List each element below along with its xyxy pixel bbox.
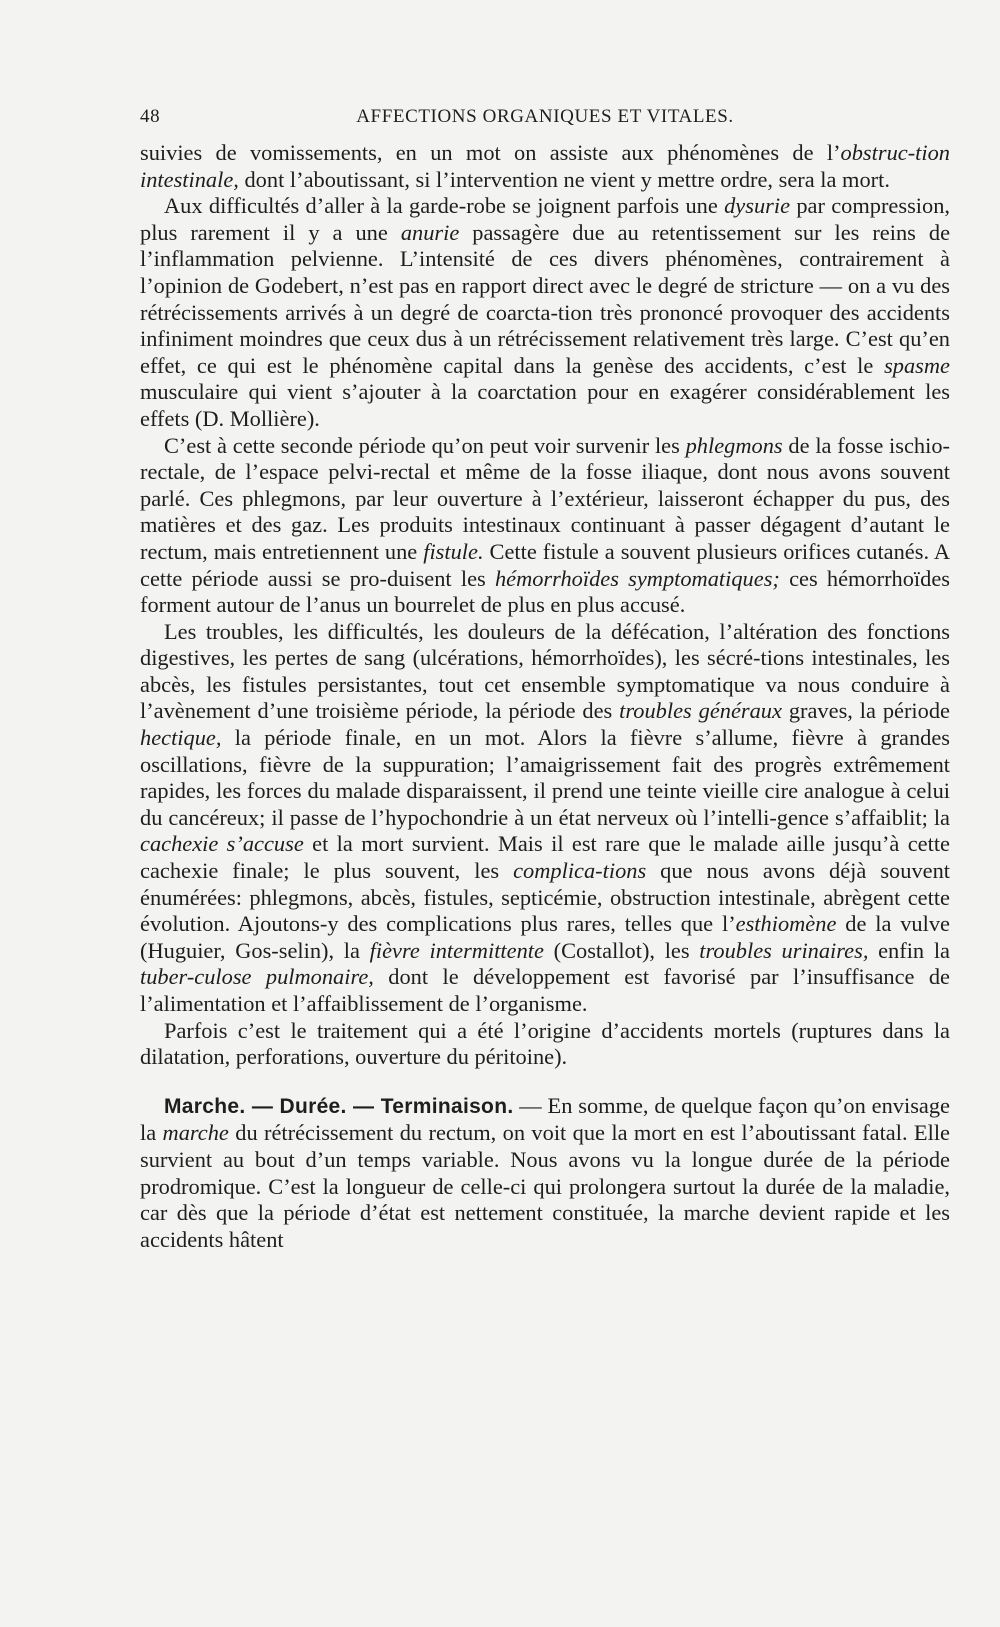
text-run: de la fosse ischio-rectale, de l’espace pelvi-rectal et même de la fosse iliaque, dont nous avons souvent parlé. Ces phlegmons, par leur ouverture à l’extérieur, laisseront échapper du pus, des matières et des gaz. Les produits intestinaux continuant à passer dégagent d’autant le rectum, mais entretiennent une [140, 432, 950, 564]
text-run: dont le développement est favorisé par l’insuffisance de l’alimentation et l’affaiblissement de l’organisme. [140, 964, 950, 1016]
italic-text: cachexie s’accuse [140, 831, 304, 857]
italic-text: esthiomène [735, 911, 837, 937]
italic-text: tuber-culose pulmonaire, [140, 964, 374, 990]
italic-text: obstruc-tion intestinale, [140, 140, 950, 192]
section-heading: Marche. — Durée. — Terminaison. [164, 1094, 514, 1118]
text-run: et la mort survient. Mais il est rare que le malade aille jusqu’à cette cachexie finale; le plus souvent, les [140, 831, 950, 884]
italic-text: troubles généraux [619, 698, 782, 724]
italic-text: marche [162, 1120, 229, 1146]
text-run: enfin la [868, 937, 950, 963]
paragraph [140, 433, 950, 619]
paragraph [140, 140, 950, 193]
text-run: C’est à cette seconde période qu’on peut voir survenir les [164, 432, 686, 458]
italic-text: hectique, [140, 725, 222, 751]
italic-text: hémorrhoïdes symptomatiques; [494, 565, 780, 591]
text-run: la période finale, en un mot. Alors la fièvre s’allume, fièvre à grandes oscillations, fièvre de la suppuration; l’amaigrissement fait des progrès extrêmement rapides, les forces du malade disparaissent, il prend une teinte vieille cire analogue à celui du cancéreux; il passe de l’hypochondrie à un état nerveux où l’intelli-gence s’affaiblit; la [140, 725, 950, 830]
paragraph [140, 1018, 950, 1071]
text-run: suivies de vomissements, en un mot on assiste aux phénomènes de l’ [140, 140, 841, 165]
italic-text: spasme [884, 352, 950, 378]
text-run: par compression, plus rarement il y a une [140, 193, 951, 245]
text-run: que nous avons déjà souvent énumérées: phlegmons, abcès, fistules, septicémie, obstruction intestinale, abrègent cette évolution. Ajoutons-y des complications plus rares, telles que l’ [140, 858, 950, 937]
text-run: Aux difficultés d’aller à la garde-robe se joignent parfois une [164, 193, 725, 219]
page-number: 48 [140, 106, 161, 127]
text-run: ces hémorrhoïdes forment autour de l’anus un bourrelet de plus en plus accusé. [140, 565, 950, 618]
paragraph [140, 193, 950, 432]
italic-text: phlegmons [685, 432, 783, 458]
text-run: Parfois c’est le traitement qui a été l’origine d’accidents mortels (ruptures dans la dilatation, perforations, ouverture du péritoine). [140, 1017, 950, 1070]
italic-text: dysurie [724, 193, 791, 219]
text-run: (Costallot), les [543, 937, 700, 963]
italic-text: complica-tions [513, 858, 647, 884]
text-run: musculaire qui vient s’ajouter à la coarctation pour en exagérer considérablement les effets (D. Mollière). [140, 379, 950, 431]
text-run: du rétrécissement du rectum, on voit que la mort en est l’aboutissant fatal. Elle survient au bout d’un temps variable. Nous avons vu la longue durée de la période prodromique. C’est la longueur de celle-ci qui prolongera surtout la durée de la maladie, car dès que la période d’état est nettement constituée, la marche devient rapide et les accidents hâtent [140, 1120, 950, 1252]
text-run: dont l’aboutissant, si l’intervention ne vient y mettre ordre, sera la mort. [238, 166, 890, 192]
italic-text: anurie [400, 219, 460, 245]
text-run: passagère due au retentissement sur les reins de l’inflammation pelvienne. L’intensité de ces divers phénomènes, contrairement à l’opinion de Godebert, n’est pas en rapport direct avec le degré de stricture — on a vu des rétrécissements arrivés à un degré de coarcta-tion très prononcé provoquer des accidents infiniment moindres que ceux dus à un rétrécissement relativement très large. C’est qu’en effet, ce qui est le phénomène capital dans la genèse des accidents, c’est le [140, 219, 951, 378]
text-run: Les troubles, les difficultés, les douleurs de la défécation, l’altération des fonctions digestives, les pertes de sang (ulcérations, hémorrhoïdes), les sécré-tions intestinales, les abcès, les fistules persistantes, tout cet ensemble symptomatique va nous conduire à l’avènement d’une troisième période, la période des [140, 618, 950, 724]
text-run: graves, la période [781, 698, 950, 724]
italic-text: fièvre intermittente [369, 937, 544, 963]
italic-text: troubles urinaires, [699, 937, 869, 963]
section-paragraph [140, 1093, 950, 1254]
text-run: de la vulve (Huguier, Gos-selin), la [140, 911, 950, 963]
italic-text: fistule. [423, 538, 484, 564]
running-header [140, 106, 950, 132]
text-run: Cette fistule a souvent plusieurs orifices cutanés. A cette période aussi se pro-duisent les [140, 538, 950, 591]
paragraph [140, 619, 950, 1018]
body-text [140, 140, 950, 1253]
running-title: AFFECTIONS ORGANIQUES ET VITALES. [356, 106, 734, 127]
text-run: — En somme, de quelque façon qu’on envisage la [140, 1092, 950, 1146]
